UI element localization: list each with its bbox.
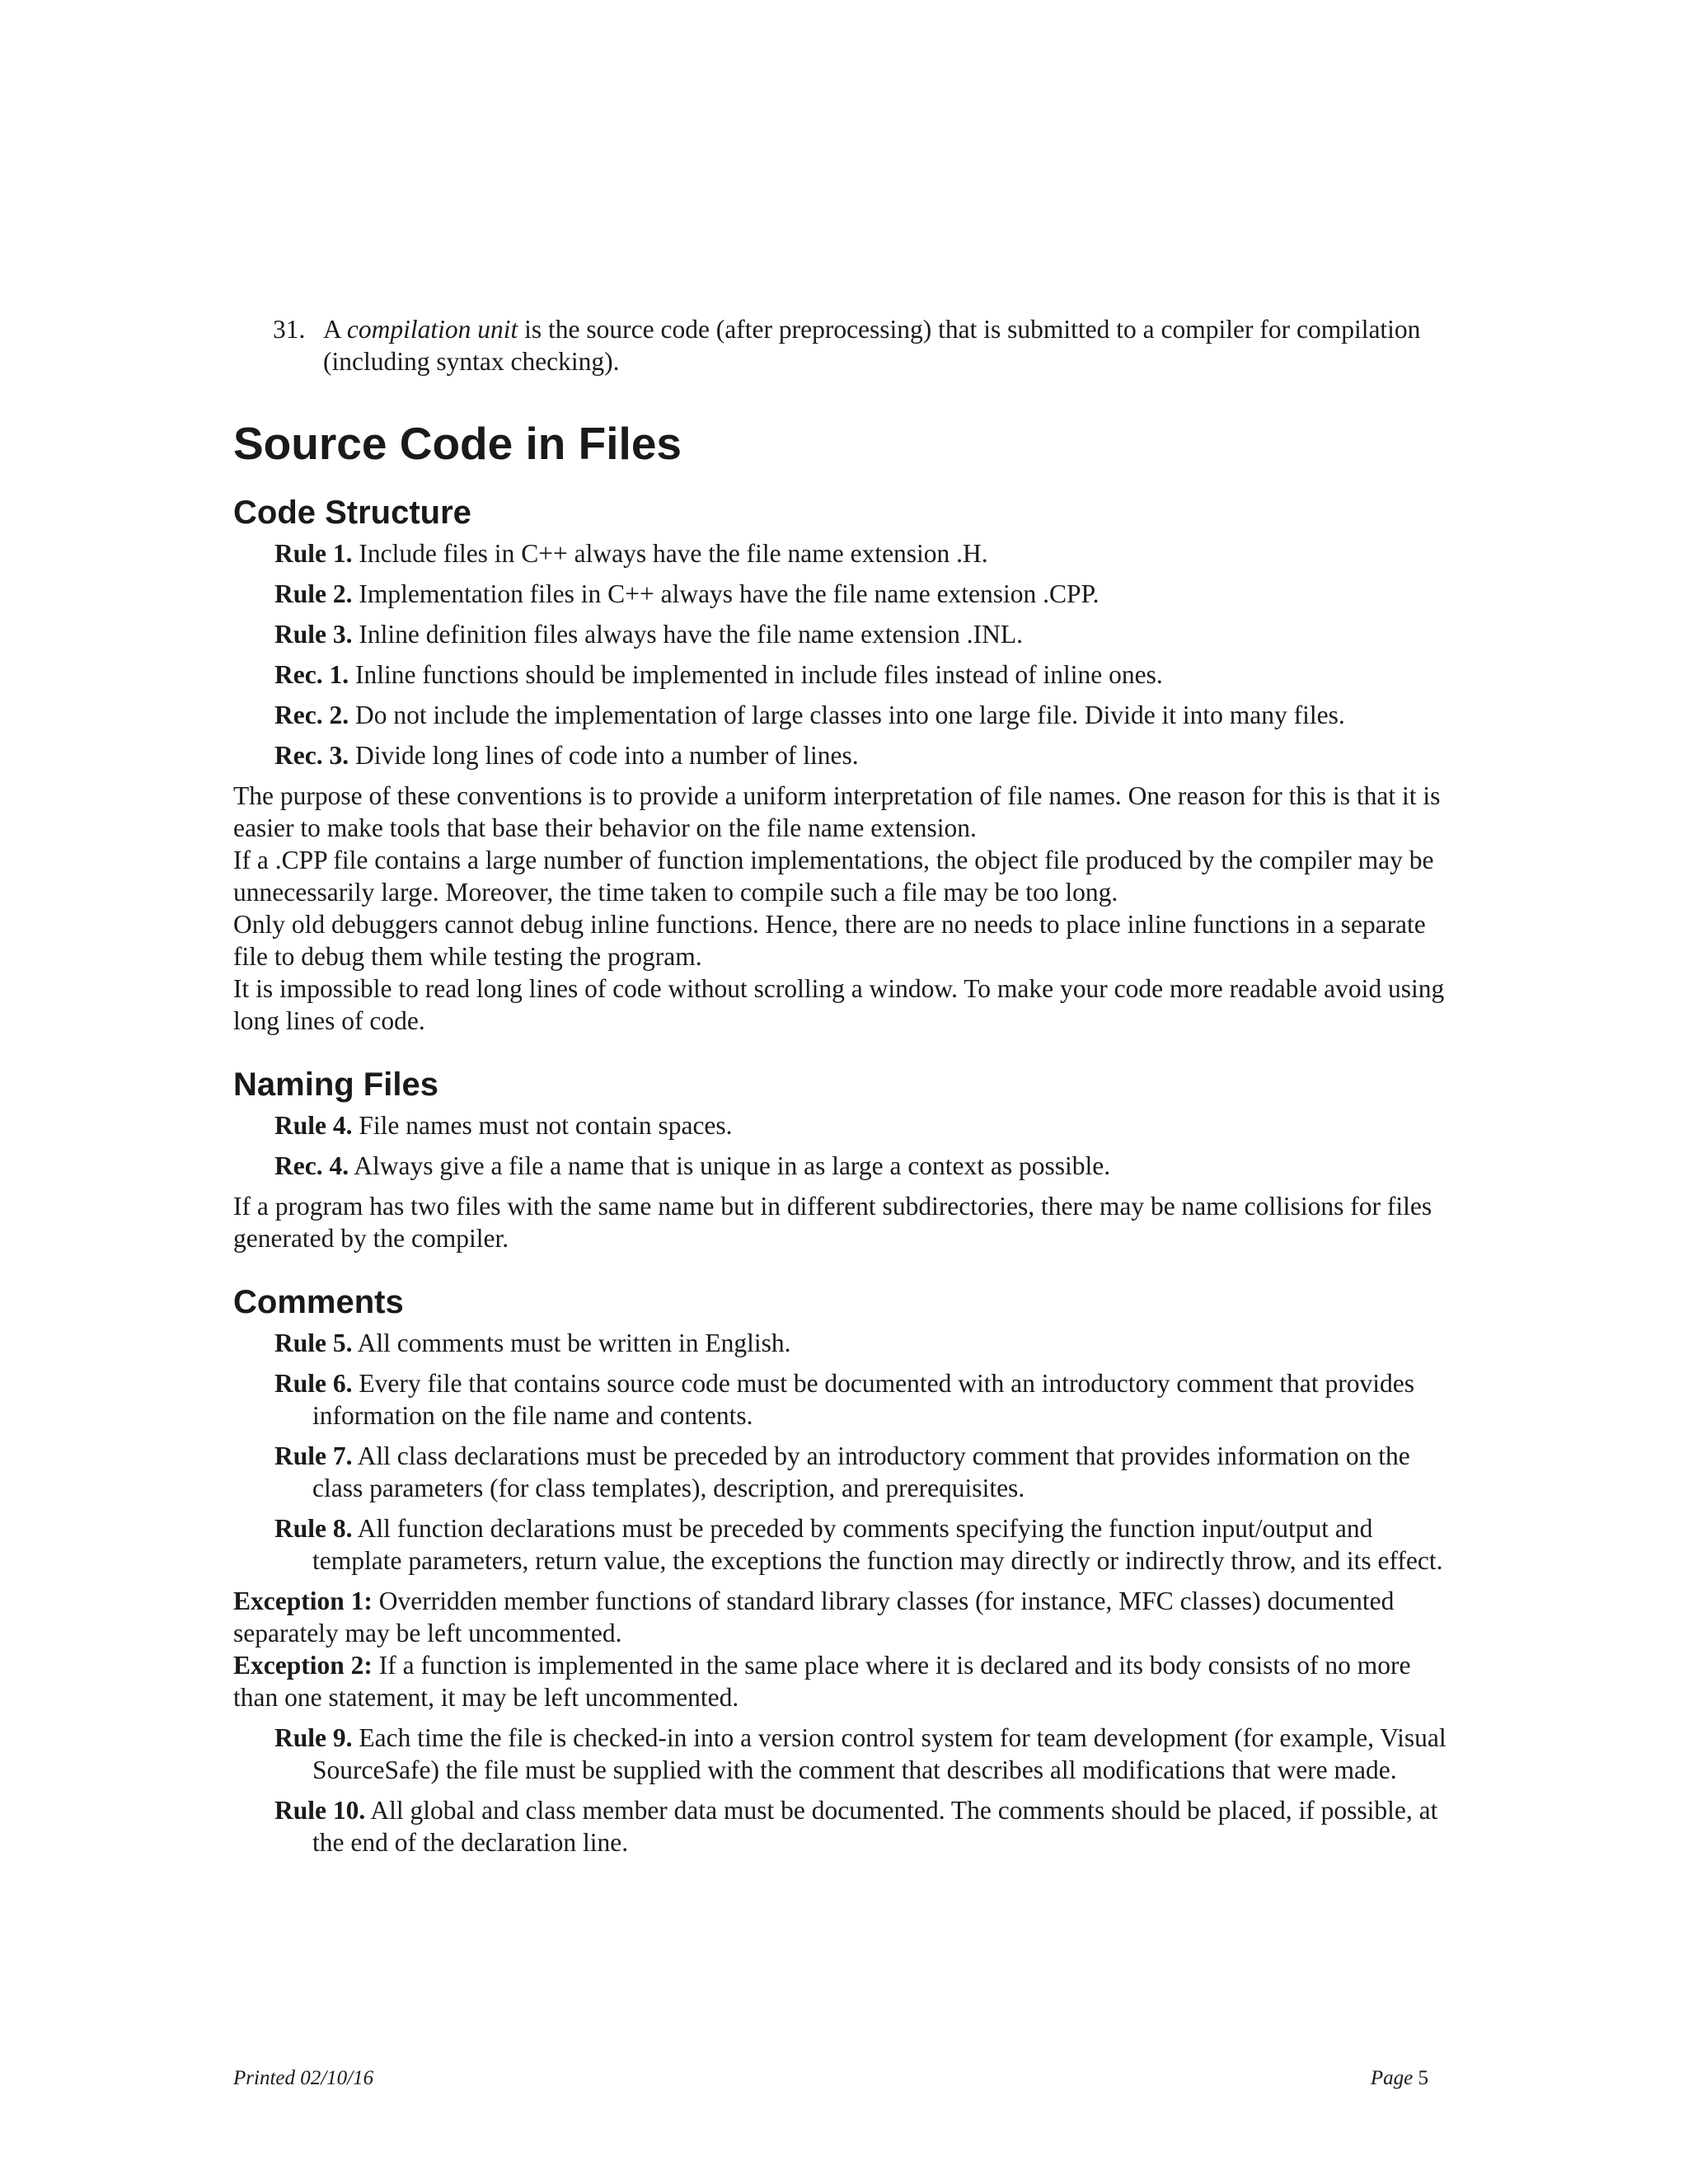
exception-paragraph <box>233 1649 1461 1713</box>
section-code-structure <box>233 493 1461 1037</box>
rule-item <box>233 1794 1461 1858</box>
document-body <box>233 313 1461 1867</box>
rule-label: Rule 9. <box>274 1723 353 1752</box>
body-paragraph: It is impossible to read long lines of code without scrolling a window. To make your code more readable avoid using long lines of code. <box>233 974 1445 1035</box>
rule-text: All comments must be written in English. <box>352 1329 791 1357</box>
body-paragraph: Only old debuggers cannot debug inline functions. Hence, there are no needs to place inline functions in a separate file to debug them while testing the program. <box>233 910 1426 971</box>
rule-label: Rule 4. <box>274 1111 353 1140</box>
rule-text: Always give a file a name that is unique in as large a context as possible. <box>349 1151 1111 1180</box>
rule-text: Inline definition files always have the file name extension .INL. <box>352 620 1023 649</box>
definition-term: compilation unit <box>346 315 518 344</box>
rule-item <box>233 1722 1461 1786</box>
body-paragraph: The purpose of these conventions is to provide a uniform interpretation of file names. One reason for this is that it is easier to make tools that base their behavior on the file name extension. <box>233 781 1441 842</box>
page-number <box>1371 2067 1428 2090</box>
page-footer <box>233 2067 1428 2090</box>
rule-item <box>233 1440 1461 1504</box>
section-heading: Naming Files <box>233 1066 438 1103</box>
rule-label: Rule 1. <box>274 539 353 568</box>
page-title: Source Code in Files <box>233 418 682 469</box>
printed-date: Printed 02/10/16 <box>233 2067 374 2089</box>
rule-item <box>233 1327 1461 1359</box>
rule-text: Implementation files in C++ always have the file name extension .CPP. <box>352 579 1100 608</box>
rule-item <box>233 537 1461 569</box>
section-naming-files <box>233 1065 1461 1254</box>
definition-prefix: A <box>323 315 347 344</box>
exception-paragraph <box>233 1585 1461 1649</box>
exception-text: Overridden member functions of standard library classes (for instance, MFC classes) documented separately may be left uncommented. <box>233 1586 1395 1647</box>
body-paragraph: If a program has two files with the same name but in different subdirectories, there may be name collisions for files generated by the compiler. <box>233 1192 1432 1253</box>
page-number-value: 5 <box>1418 2067 1428 2089</box>
rule-item <box>233 1512 1461 1577</box>
definition-item <box>233 313 1461 377</box>
rule-label: Rule 8. <box>274 1514 353 1543</box>
rule-item <box>233 699 1461 731</box>
section-heading: Code Structure <box>233 494 471 531</box>
exception-text: If a function is implemented in the same place where it is declared and its body consists of no more than one statement, it may be left uncommented. <box>233 1651 1411 1712</box>
body-paragraph: If a .CPP file contains a large number of function implementations, the object file produced by the compiler may be unnecessarily large. Moreover, the time taken to compile such a file may be too long. <box>233 846 1434 907</box>
rule-label: Rec. 3. <box>274 741 349 770</box>
rule-text: Inline functions should be implemented in include files instead of inline ones. <box>349 660 1163 689</box>
rule-item <box>233 618 1461 650</box>
rule-text: Divide long lines of code into a number of lines. <box>349 741 859 770</box>
rule-text: All class declarations must be preceded by an introductory comment that provides information on the class parameters (for class templates), description, and prerequisites. <box>312 1441 1410 1502</box>
rule-label: Rule 3. <box>274 620 353 649</box>
rule-label: Rule 2. <box>274 579 353 608</box>
rule-label: Rec. 4. <box>274 1151 349 1180</box>
rule-item <box>233 658 1461 691</box>
rule-label: Rec. 2. <box>274 701 349 729</box>
section-heading: Comments <box>233 1284 404 1320</box>
rule-list <box>233 1327 1461 1577</box>
rule-list <box>233 537 1461 771</box>
rule-text: Each time the file is checked-in into a version control system for team development (for example, Visual SourceSafe) the file must be supplied with the comment that describes all modifications that were made. <box>312 1723 1447 1784</box>
rule-label: Rec. 1. <box>274 660 349 689</box>
rule-label: Rule 10. <box>274 1796 366 1825</box>
rule-text: Every file that contains source code must be documented with an introductory comment that provides information on the file name and contents. <box>312 1369 1415 1430</box>
rule-text: All function declarations must be preceded by comments specifying the function input/output and template parameters, return value, the exceptions the function may directly or indirectly throw, and its effect. <box>312 1514 1443 1575</box>
definition-text: is the source code (after preprocessing) that is submitted to a compiler for compilation (including syntax checking). <box>323 315 1421 376</box>
rule-label: Rule 6. <box>274 1369 353 1398</box>
rule-item <box>233 739 1461 771</box>
rule-item <box>233 1150 1461 1182</box>
rule-list <box>233 1109 1461 1182</box>
rule-item <box>233 1367 1461 1432</box>
rule-list <box>233 1722 1461 1858</box>
rule-text: Do not include the implementation of large classes into one large file. Divide it into many files. <box>349 701 1345 729</box>
exception-label: Exception 2: <box>233 1651 373 1680</box>
rule-item <box>233 578 1461 610</box>
rule-text: Include files in C++ always have the file name extension .H. <box>352 539 988 568</box>
rule-label: Rule 7. <box>274 1441 353 1470</box>
rule-item <box>233 1109 1461 1141</box>
definition-number: 31. <box>273 315 306 344</box>
rule-label: Rule 5. <box>274 1329 353 1357</box>
exception-label: Exception 1: <box>233 1586 373 1615</box>
page-label: Page <box>1370 2067 1418 2089</box>
section-comments <box>233 1282 1461 1858</box>
rule-text: File names must not contain spaces. <box>352 1111 733 1140</box>
rule-text: All global and class member data must be documented. The comments should be placed, if possible, at the end of the declaration line. <box>312 1796 1438 1857</box>
